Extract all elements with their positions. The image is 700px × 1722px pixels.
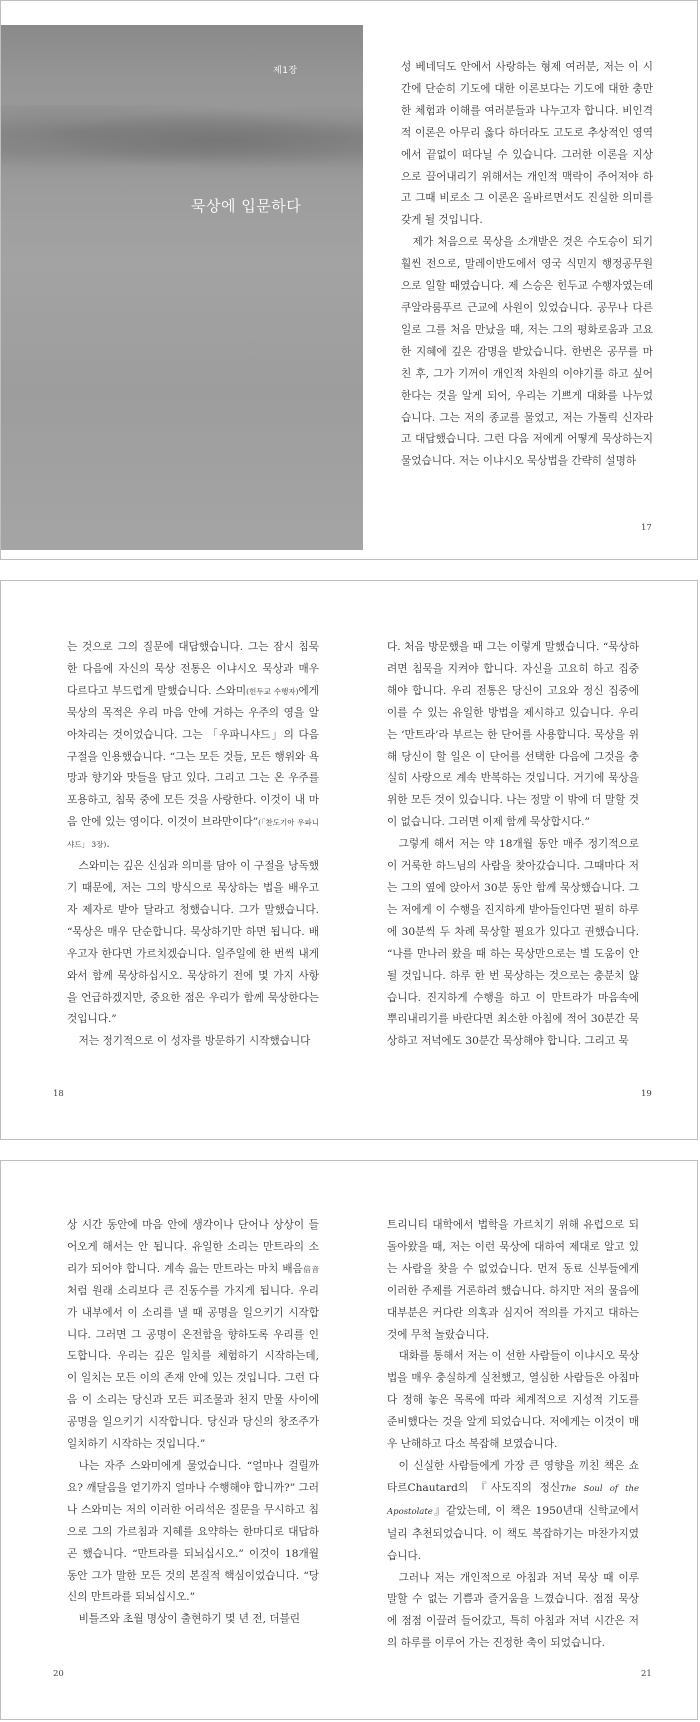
gloss: (힌두교 수행자) (246, 686, 299, 696)
page-number-21: 21 (641, 1669, 652, 1679)
paragraph: 그렇게 해서 저는 약 18개월 동안 매주 정기적으로 이 거룩한 하느님의 사람을 찾아갔습니다. 그때마다 저는 그의 옆에 앉아서 30분 동안 함께 묵상했습니다. 그는 저에게 이 수행을 진지하게 받아들인다면 필히 하루에 30분씩 두 차례 묵상할 필요가 있다고 권했습니다. “나를 만나러 왔을 때 하는 묵상만으로는 별 도움이 안 될 것입니다. 하루 한 번 묵상하는 것으로는 충분치 않습니다. 진지하게 수행을 하고 이 만트라가 마음속에 뿌리내리기를 바란다면 최소한 아침에 적어 30분간 묵상하고 저녁에도 30분간 묵상해야 합니다. 그리고 묵 (387, 838, 639, 1048)
paragraph: 성 베네딕도 안에서 사랑하는 형제 여러분, 저는 이 시간에 단순히 기도에 대한 이론보다는 기도에 대한 충만한 체험과 이해를 여러분들과 나누고자 합니다. 비인격적 이론은 아무리 옳다 하더라도 고도로 추상적인 영역에서 끝없이 떠다닐 수 있습니다. 그러한 이론을 지상으로 끌어내리기 위해서는 개인적 맥락이 주어져야 하고 그때 비로소 그 이론은 올바르면서도 진실한 의미를 갖게 될 것입니다. (401, 61, 653, 227)
gloss: 倍音 (302, 1264, 320, 1274)
text-run: 는 것으로 그의 질문에 대답했습니다. 그는 잠시 침묵한 다음에 자신의 묵상 전통은 이냐시오 묵상과 매우 다르다고 부드럽게 말했습니다. 스와미 (67, 641, 319, 697)
page-18-text (67, 637, 319, 1053)
page-number-17: 17 (641, 523, 652, 533)
paragraph (67, 637, 319, 856)
text-run: 처럼 원래 소리보다 큰 진동수를 가지게 됩니다. 우리가 내부에서 이 소리를 낼 때 공명을 일으키기 시작합니다. 그러면 그 공명이 온전함을 향하도록 우리를 인도합니다. 우리는 깊은 일치를 체험하기 시작하는데, 이 일치는 모든 이의 존재 안에 있는 것입니다. 그런 다음 이 소리는 당신과 모든 피조물과 천지 만물 사이에 공명을 일으키기 시작합니다. 당신과 당신의 창조주가 일치하기 시작하는 것입니다.” (67, 1284, 319, 1451)
paragraph: 다. 처음 방문했을 때 그는 이렇게 말했습니다. “묵상하려면 침묵을 지켜야 합니다. 자신을 고요히 하고 집중해야 합니다. 우리 전통은 당신이 고요와 정신 집중에 이를 수 있는 유일한 방법을 제시하고 있습니다. 우리는 ‘만트라’라 부르는 한 단어를 사용합니다. 묵상을 위해 당신이 할 일은 이 단어를 선택한 다음에 그것을 충실히 사랑으로 계속 반복하는 것입니다. 거기에 묵상을 위한 모든 것이 있습니다. 나는 정말 이 밖에 더 말할 것이 없습니다. 그러면 이제 함께 묵상합시다.” (387, 641, 639, 829)
page-17-text (401, 57, 653, 473)
text-run: 상 시간 동안에 마음 안에 생각이나 단어나 상상이 들어오게 해서는 안 됩니다. 유일한 소리는 만트라의 소리가 되어야 합니다. 계속 읊는 만트라는 마치 배음 (67, 1219, 319, 1275)
paragraph: 스와미는 깊은 신심과 의미를 담아 이 구절을 낭독했기 때문에, 저는 그의 방식으로 묵상하는 법을 배우고자 제자로 받아 달라고 청했습니다. 그가 말했습니다. “묵상은 매우 단순합니다. 묵상하기만 하면 됩니다. 배우고자 한다면 가르치겠습니다. 일주일에 한 번씩 내게 와서 함께 묵상하십시오. 묵상하기 전에 몇 가지 사항을 언급하겠지만, 중요한 점은 우리가 함께 묵상한다는 것입니다.” (67, 860, 319, 1026)
text-run: . (106, 838, 110, 851)
paragraph: 나는 자주 스와미에게 물었습니다. “얼마나 걸릴까요? 깨달음을 얻기까지 얼마나 수행해야 합니까?” 그러나 스와미는 저의 이러한 어리석은 질문을 무시하고 침으로 그의 가르침과 지혜를 요약하는 한마디로 대답하곤 했습니다. “만트라를 되뇌십시오.” 이것이 18개월 동안 그가 말한 모든 것의 본질적 핵심이었습니다. “당신의 만트라를 되뇌십시오.” (67, 1459, 319, 1604)
spread-pages-20-21 (0, 1160, 698, 1720)
page-20-text (67, 1215, 319, 1631)
book-title-italic: The Soul of the Apostolate (387, 1483, 639, 1517)
page-19-text (387, 637, 639, 1053)
spread-pages-18-19 (0, 580, 698, 1140)
text-run: 이 신실한 사람들에게 가장 큰 영향을 끼친 책은 쇼타르Chautard의 『사도직의 정신 (387, 1459, 639, 1494)
chapter-label: 제1장 (273, 66, 298, 76)
spread-pages-16-17 (0, 0, 698, 560)
paragraph: 그러나 저는 개인적으로 아침과 저녁 묵상 때 이루 말할 수 없는 기쁨과 즐거움을 느꼈습니다. 점점 묵상에 점점 이끌려 들어갔고, 특히 아침과 저녁 시간은 저의 하루를 이루어 가는 진정한 축이 되었습니다. (387, 1571, 639, 1650)
chapter-opener-photo (1, 25, 363, 550)
page-number-18: 18 (53, 1089, 64, 1099)
page-21-text (387, 1215, 639, 1655)
page-number-20: 20 (53, 1669, 64, 1679)
treeline-mist (1, 105, 363, 175)
paragraph: 비틀즈와 초월 명상이 출현하기 몇 년 전, 더블린 (78, 1613, 301, 1626)
page-number-19: 19 (641, 1089, 652, 1099)
text-run: 』같았는데, 이 책은 1950년대 신학교에서 널리 추천되었습니다. 이 책도 복잡하기는 마찬가지였습니다. (387, 1504, 639, 1562)
paragraph: 저는 정기적으로 이 성자를 방문하기 시작했습니다 (78, 1035, 311, 1048)
paragraph: 대화를 통해서 저는 이 선한 사람들이 이냐시오 묵상법을 매우 충실하게 실천했고, 열심한 사람들은 아침마다 정해 놓은 목록에 따라 체계적으로 지성적 기도를 준비했다는 것을 알게 되었습니다. 저에게는 이것이 매우 난해하고 다소 복잡해 보였습니다. (387, 1350, 639, 1451)
text-run: 에게 묵상의 목적은 우리 마음 안에 거하는 우주의 영을 알아차리는 것이었습니다. 그는 「우파니샤드」의 다음 구절을 인용했습니다. “그는 모든 것들, 모든 행위와 욕망과 향기와 맛들을 담고 있다. 그리고 그는 온 우주를 포용하고, 침묵 중에 모든 것을 사랑한다. 이것이 내 마음 안에 있는 영이다. 이것이 브라만이다” (67, 684, 319, 829)
paragraph (387, 1456, 639, 1568)
citation: (「찬도기아 우파니샤드」 3장) (67, 818, 320, 850)
paragraph: 트리니티 대학에서 법학을 가르치기 위해 유럽으로 되돌아왔을 때, 저는 이런 묵상에 대하여 제대로 알고 있는 사람을 찾을 수 없었습니다. 먼저 동료 신부들에게 이러한 주제를 거론하려 했습니다. 하지만 저의 물음에 대부분은 커다란 의혹과 심지어 적의를 가지고 대하는 것에 무척 놀랐습니다. (387, 1219, 639, 1341)
paragraph: 제가 처음으로 묵상을 소개받은 것은 수도승이 되기 훨씬 전으로, 말레이반도에서 영국 식민지 행정공무원으로 일할 때였습니다. 제 스승은 힌두교 수행자였는데 쿠알라룸푸르 근교에 사원이 있었습니다. 공무나 다른 일로 그를 처음 만났을 때, 저는 그의 평화로움과 고요한 지혜에 깊은 감명을 받았습니다. 한번은 공무를 마친 후, 그가 기꺼이 개인적 차원의 이야기를 하고 싶어 한다는 것을 알게 되어, 우리는 기쁘게 대화를 나누었습니다. 그는 저의 종교를 물었고, 저는 가톨릭 신자라고 대답했습니다. 그런 다음 저에게 어떻게 묵상하는지 물었습니다. 저는 이냐시오 묵상법을 간략히 설명하 (401, 236, 653, 468)
chapter-title: 묵상에 입문하다 (191, 197, 302, 215)
paragraph (67, 1215, 319, 1456)
